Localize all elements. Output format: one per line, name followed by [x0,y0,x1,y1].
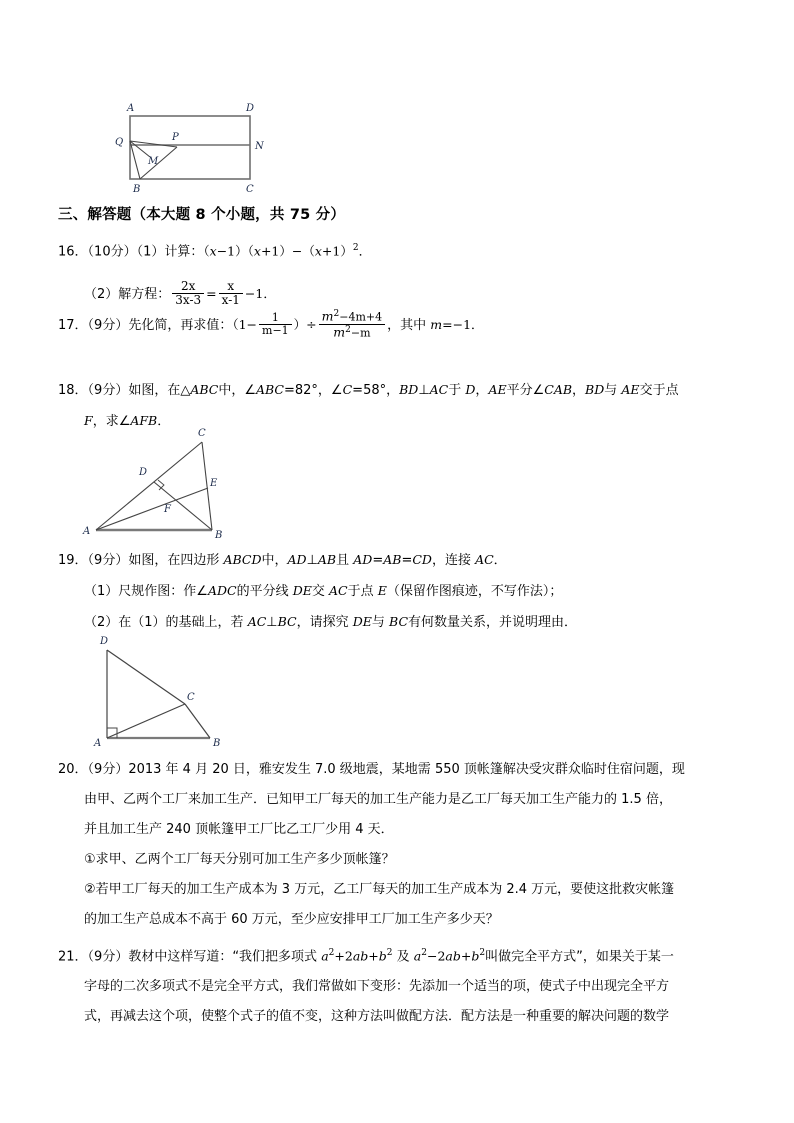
q17-frac1-num: 1 [259,312,292,325]
q19-l1f: = [401,553,413,568]
svg-text:B: B [133,184,141,195]
question-20-line-3: 并且加工生产 240 顶帐篷甲工厂比乙工厂少用 4 天． [84,822,394,837]
svg-text:B: B [215,530,223,541]
q16-e1pow: 2 [352,243,359,253]
q18-l1g: ， [475,383,489,398]
q18-l1h: 平分∠ [506,383,545,398]
q16-frac1-num: 2x [172,280,204,294]
q17-f2da: m [333,324,346,340]
q21-e1pow2: 2 [386,948,393,958]
svg-text:D: D [139,467,148,478]
q21-e1bb: b [378,948,387,964]
q17-f2dpow: 2 [345,325,351,335]
figure-rectangle-abcd [80,100,300,195]
q16-fraction-left [172,280,204,308]
q21-e2a: a [413,948,422,964]
q19-ad2: AD [353,552,373,567]
q19-ab2: AB [383,552,402,567]
q18-l1c: =82°，∠ [284,383,343,398]
q18-ae2: AE [621,382,640,397]
question-17 [58,310,758,341]
question-20-line-6: 的加工生产总成本不高于 60 万元，至少应安排甲工厂加工生产多少天？ [84,912,499,927]
q17-fraction-2 [319,309,385,340]
svg-text:D: D [100,636,109,647]
q18-l1e: ⊥ [418,383,430,398]
q19-l1a: 19．（9分）如图，在四边形 [58,553,224,568]
q17-tail-m: m [430,317,443,332]
q18-l1f: 于 [448,383,466,398]
q18-l1k: 交于点 [639,383,679,398]
q16-tail: −1． [244,286,276,302]
q17-frac2-num [319,309,385,325]
q18-d2: D [465,382,476,397]
q18-c2: C [342,382,353,397]
section-title: 三、解答题（本大题 8 个小题，共 75 分） [58,207,346,223]
q19-ac2: AC [329,583,348,598]
q18-l1d: =58°， [352,383,400,398]
q19-l1d: 且 [336,553,354,568]
question-16-part1 [58,233,758,267]
q21-e1b: +2 [334,948,353,964]
q21-e2c: + [460,948,472,964]
q19-bc2: BC [389,614,409,629]
q19-l2b: 的平分线 [236,584,293,599]
q19-l1e: = [372,553,384,568]
figure-triangle-abc [82,420,272,545]
q19-l2a: （1）尺规作图：作∠ [84,584,208,599]
q21-e1pow: 2 [328,948,335,958]
q19-bc: BC [277,614,297,629]
svg-text:B: B [213,738,221,749]
q21-l1b: 叫做完全平方式”，如果关于某一 [485,949,674,965]
q21-mid: 及 [392,949,414,965]
q16-frac2-num: x [219,280,243,294]
q16-e1x2: x [253,243,261,259]
q18-l2b: ． [157,414,171,429]
q16-equals: = [206,286,217,302]
q19-l2f: （保留作图痕迹，不写作法）； [386,584,563,599]
q21-e2pow2: 2 [479,948,486,958]
svg-text:A: A [83,526,91,537]
q16-e1a: （ [203,243,210,259]
q17-frac1-den: m−1 [262,324,289,337]
svg-text:E: E [210,478,218,489]
figure-triangle-abc-svg [82,420,272,545]
q21-e2ab: ab [445,948,461,964]
q18-afb: AFB [130,413,158,428]
q19-ac3: AC [247,614,267,629]
q19-l2d: 于点 [347,584,378,599]
q16-e1b: −1）（ [216,243,254,259]
q19-abcd: ABCD [223,552,262,567]
figure-quadrilateral-abcd-svg [82,620,272,750]
q17-tail-b: =−1． [442,317,484,332]
question-20-line-5: ②若甲工厂每天的加工生产成本为 3 万元，乙工厂每天的加工生产成本为 2.4 万元，要使这批救灾帐篷 [84,882,675,897]
q19-l3a: （2）在（1）的基础上，若 [84,615,248,630]
question-21-line-2: 字母的二次多项式不是完全平方式，我们常做如下变形：先添加一个适当的项，使式子中出现完全平方 [84,979,670,995]
q21-e1c: + [368,948,379,964]
q18-cab: CAB [544,382,573,397]
question-16 [58,233,758,267]
q16-e1c: +1）−（ [260,243,315,259]
q21-e2pow: 2 [421,948,427,958]
q19-de2: DE [352,614,372,629]
question-19-line-1 [58,545,758,576]
q21-e2b: −2 [426,948,446,964]
q16-e1x3: x [314,243,322,259]
question-18-line-1 [58,375,758,406]
q17-f2nb: −4m+4 [339,310,383,324]
q17-close: ）÷ [293,317,317,332]
figure-rectangle-abcd-svg [100,100,300,195]
q19-de: DE [292,583,312,598]
q18-l2a: ，求∠ [92,414,131,429]
q16-part2-label: （2）解方程： [84,287,171,303]
q17-tail-a: ，其中 [387,318,431,333]
q17-fraction-1 [259,312,292,338]
q17-f2na: m [321,308,334,324]
question-16-part2 [58,279,758,310]
svg-text:C: C [198,428,206,439]
question-20-line-4: ①求甲、乙两个工厂每天分别可加工生产多少顶帐篷？ [84,852,395,867]
question-20-line-2: 由甲、乙两个工厂来加工生产．已知甲工厂每天的加工生产能力是乙工厂每天加工生产能力的 1.5 倍， [84,792,672,807]
q19-l2c: 交 [311,584,329,599]
q19-l3b: ⊥ [266,615,278,630]
figure-quadrilateral-abcd [82,620,272,750]
q16-frac1-den: 3x-3 [175,293,202,308]
q19-ac: AC [475,552,494,567]
svg-text:C: C [187,692,195,703]
q16-e1end: ． [358,243,372,259]
q18-f: F [84,413,93,428]
q18-bd: BD [399,382,419,397]
q17-open: （1− [232,317,258,332]
q19-ab: AB [317,552,337,567]
q17-f2npow: 2 [333,309,340,320]
q16-frac2-den: x-1 [221,293,240,308]
q19-l1g: ，连接 [431,553,476,568]
question-21-line-1 [58,938,758,972]
svg-text:P: P [172,132,179,143]
q18-abc: ABC [190,382,219,397]
q18-l1i: ， [572,383,586,398]
svg-text:Q: Q [115,137,124,148]
question-21 [58,938,758,1032]
q18-l1j: 与 [604,383,622,398]
q17-label: 17．（9分）先化简，再求值： [58,318,233,333]
q19-cd: CD [412,552,432,567]
q19-l1c: ⊥ [306,553,318,568]
q19-l3d: 与 [371,615,390,630]
q18-ac: AC [429,382,449,397]
svg-text:A: A [127,103,135,114]
q19-adc: ADC [207,583,237,598]
q21-e2bb: b [471,948,480,964]
q21-e1a: a [321,948,329,964]
question-20-line-1: 20．（9分）2013 年 4 月 20 日，雅安发生 7.0 级地震，某地需 550 顶帐篷解决受灾群众临时住宿问题，现 [58,762,685,777]
q19-e: E [377,583,387,598]
q21-l1a: 21．（9分）教材中这样写道：“我们把多项式 [58,949,322,965]
q17-f2db: −m [350,326,371,340]
q18-ae: AE [488,382,507,397]
q17-frac2-den [319,325,385,340]
svg-text:D: D [246,103,255,114]
svg-text:A: A [94,738,102,749]
svg-text:C: C [246,184,254,195]
q16-label: 16．（10分）（1）计算： [58,244,204,260]
q18-l1a: 18．（9分）如图，在△ [58,383,191,398]
q16-e1x1: x [209,243,217,259]
q16-e1d: +1） [321,243,353,259]
q19-l1b: 中， [261,553,288,568]
question-21-line-3: 式，再减去这个项，使整个式子的值不变，这种方法叫做配方法．配方法是一种重要的解决问题的数学 [84,1009,670,1025]
q18-bd2: BD [585,382,605,397]
q16-fraction-right [219,280,243,308]
question-20 [58,755,758,935]
q19-l3c: ，请探究 [296,615,353,630]
q18-abc2: ABC [255,382,284,397]
svg-text:N: N [255,141,264,152]
svg-text:M: M [148,156,159,167]
q19-l1h: ． [493,553,507,568]
q19-l3e: 有何数量关系，并说明理由． [408,615,578,630]
q19-ad: AD [287,552,307,567]
q21-e1ab: ab [352,948,369,964]
q18-l1b: 中，∠ [218,383,256,398]
question-19-line-2 [58,576,758,607]
svg-text:F: F [164,504,171,515]
